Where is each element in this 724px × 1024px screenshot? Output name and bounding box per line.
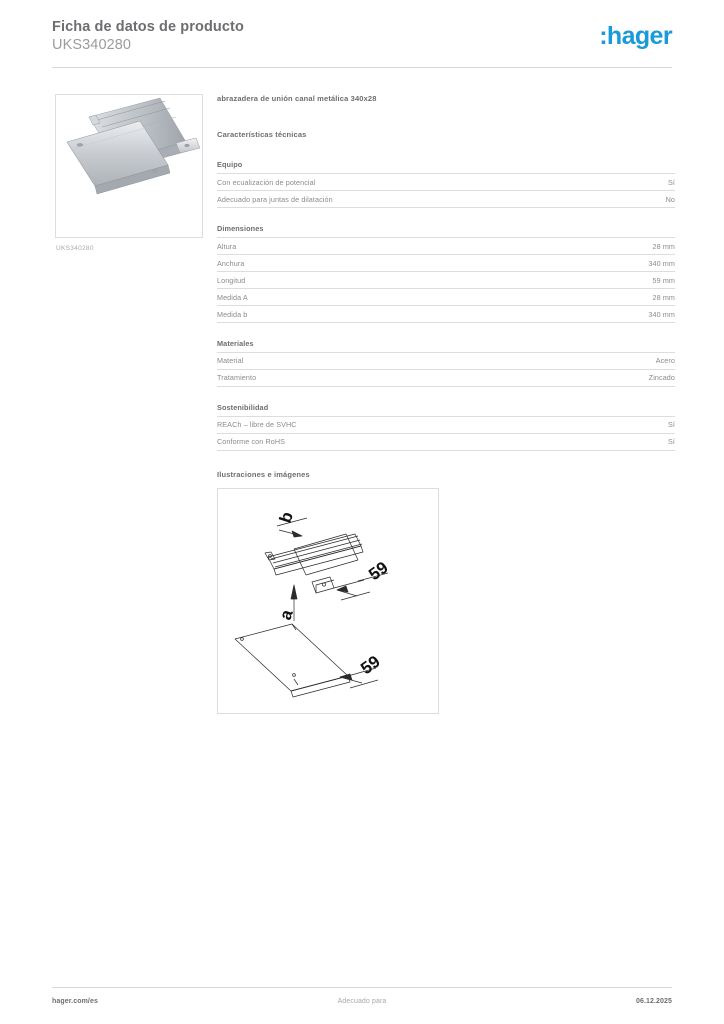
- spec-group-title: Equipo: [217, 160, 243, 169]
- spec-value: Acero: [491, 352, 675, 369]
- table-row: [217, 433, 675, 450]
- drawing-label-b: b: [275, 509, 298, 526]
- drawing-label-length-bottom: 59: [357, 651, 384, 679]
- product-description: abrazadera de unión canal metálica 340x28: [217, 94, 377, 103]
- footer-note: Adecuado para: [337, 998, 387, 1005]
- product-reference: UKS340280: [52, 37, 132, 53]
- spec-group-title: Dimensiones: [217, 223, 264, 233]
- spec-value: 59 mm: [463, 271, 675, 288]
- table-row: [217, 174, 675, 191]
- spec-label: REACh – libre de SVHC: [217, 416, 638, 433]
- spec-value: 340 mm: [463, 305, 675, 322]
- spec-group-materiales: [217, 339, 675, 387]
- table-row: [217, 305, 675, 322]
- spec-label: Medida b: [217, 305, 463, 322]
- technical-characteristics-title: Características técnicas: [217, 130, 307, 139]
- table-row: [217, 352, 675, 369]
- spec-group-sostenibilidad: [217, 403, 675, 451]
- header-titles: [52, 18, 672, 55]
- hager-logo[interactable]: :hager: [599, 22, 672, 50]
- footer-website-link[interactable]: hager.com/es: [52, 998, 98, 1005]
- table-row: [217, 288, 675, 305]
- spec-label: Longitud: [217, 271, 463, 288]
- table-row: [217, 369, 675, 386]
- spec-group-title: Materiales: [217, 338, 254, 348]
- spec-table: [217, 237, 675, 323]
- table-row: [217, 254, 675, 271]
- table-row: [217, 237, 675, 254]
- spec-value: Sí: [638, 433, 675, 450]
- spec-value: Sí: [638, 416, 675, 433]
- table-row: [217, 271, 675, 288]
- spec-label: Medida A: [217, 288, 463, 305]
- spec-group-dimensiones: [217, 224, 675, 323]
- spec-value: 28 mm: [463, 288, 675, 305]
- spec-label: Conforme con RoHS: [217, 433, 638, 450]
- spec-label: Con ecualización de potencial: [217, 174, 641, 191]
- page-title: Ficha de datos de producto: [52, 19, 244, 35]
- spec-value: No: [641, 190, 675, 207]
- spec-value: 340 mm: [463, 254, 675, 271]
- drawing-label-length-top: 59: [365, 557, 392, 585]
- spec-value: Zincado: [491, 369, 675, 386]
- spec-label: Material: [217, 352, 491, 369]
- footer-date: 06.12.2025: [635, 998, 672, 1005]
- drawing-lower-strip: [235, 624, 378, 697]
- page-header: [52, 18, 672, 55]
- header-divider: [52, 67, 672, 68]
- product-photo: [55, 94, 203, 238]
- footer-divider: [52, 987, 672, 988]
- table-row: [217, 416, 675, 433]
- spec-label: Anchura: [217, 254, 463, 271]
- spec-value: Sí: [641, 174, 675, 191]
- spec-label: Adecuado para juntas de dilatación: [217, 190, 641, 207]
- page-footer: [52, 998, 672, 1012]
- spec-label: Tratamiento: [217, 369, 491, 386]
- spec-value: 28 mm: [463, 237, 675, 254]
- drawing-upper-clamp: [265, 534, 370, 600]
- drawing-label-a: a: [275, 607, 297, 623]
- spec-table: [217, 416, 675, 451]
- table-row: [217, 190, 675, 207]
- spec-label: Altura: [217, 237, 463, 254]
- illustrations-title: Ilustraciones e imágenes: [217, 469, 310, 479]
- main-content: [217, 94, 675, 714]
- product-photo-image: [56, 95, 202, 237]
- spec-table: [217, 173, 675, 208]
- technical-drawing: [217, 488, 439, 714]
- spec-table: [217, 352, 675, 387]
- spec-group-equipo: [217, 160, 675, 208]
- technical-drawing-image: [218, 489, 438, 713]
- product-photo-caption: UKS340280: [56, 245, 94, 252]
- spec-group-title: Sostenibilidad: [217, 402, 269, 412]
